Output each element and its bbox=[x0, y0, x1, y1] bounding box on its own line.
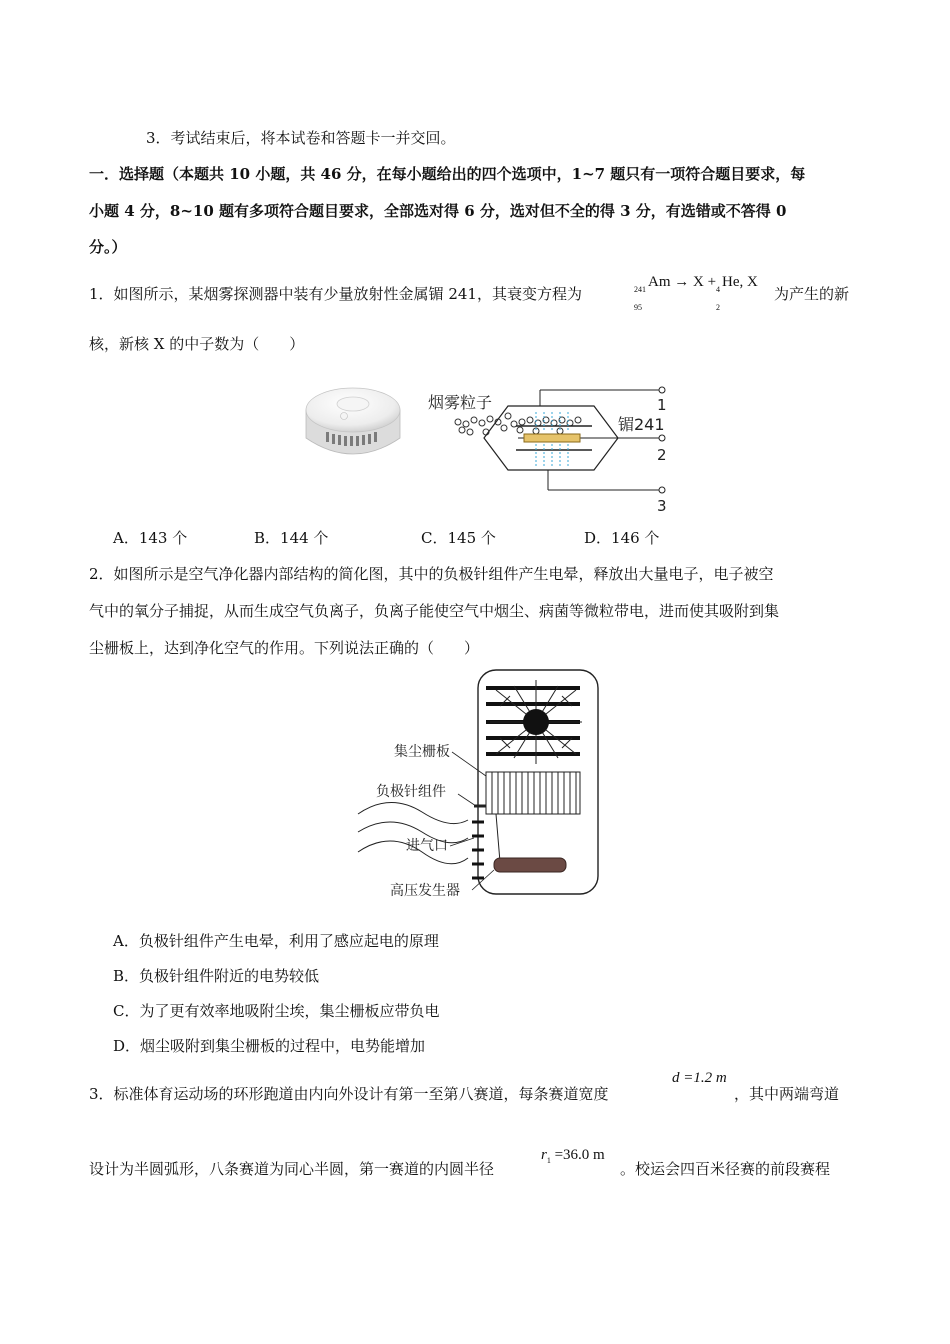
arrow-symbol: → bbox=[674, 274, 690, 290]
q3-text-line1 bbox=[89, 1084, 609, 1104]
q3-stem-continue: ，其中两端弯道 bbox=[734, 1085, 840, 1103]
q3-d-value: d =1.2 m bbox=[672, 1070, 727, 1086]
he-mass-number: 4 bbox=[716, 285, 721, 294]
q1-decay-equation bbox=[634, 272, 758, 312]
q3-stem: 3．标准体育运动场的环形跑道由内向外设计有第一至第八赛道，每条赛道宽度 bbox=[89, 1085, 609, 1103]
dust-collector-plate bbox=[486, 772, 580, 814]
ionization-chamber-diagram bbox=[420, 382, 680, 514]
x-symbol: X + bbox=[693, 274, 717, 290]
q2-text-line1: 2．如图所示是空气净化器内部结构的简化图，其中的负极针组件产生电晕，释放出大量电子，电子被空 bbox=[89, 565, 774, 583]
americium-label: 镅241 bbox=[618, 415, 665, 434]
section-heading-line3: 分。） bbox=[89, 238, 127, 256]
am-mass-number: 241 bbox=[634, 285, 646, 294]
q1-option-b: B．144 个 bbox=[254, 529, 329, 547]
q2-text-line2: 气中的氧分子捕捉，从而生成空气负离子，负离子能使空气中烟尘、病菌等微粒带电，进而使其吸附到集 bbox=[89, 602, 780, 620]
notice-item-3: 3．考试结束后，将本试卷和答题卡一并交回。 bbox=[146, 129, 456, 147]
smoke-particle-label: 烟雾粒子 bbox=[428, 393, 493, 412]
q1-option-a: A．143 个 bbox=[113, 529, 188, 547]
q3-radius bbox=[541, 1145, 605, 1167]
section-heading-line1: 一．选择题（本题共 10 小题，共 46 分，在每小题给出的四个选项中，1~7 题只有一项符合题目要求，每 bbox=[89, 165, 806, 183]
am-symbol: Am bbox=[648, 274, 671, 290]
smoke-detector-photo bbox=[300, 378, 406, 468]
q3-r-symbol: r bbox=[541, 1147, 547, 1163]
q3-text-line2-end: 。校运会四百米径赛的前段赛程 bbox=[620, 1160, 831, 1178]
air-purifier-diagram bbox=[350, 666, 610, 906]
fan-motor bbox=[523, 709, 549, 735]
q2-option-c: C．为了更有效率地吸附尘埃，集尘栅板应带负电 bbox=[113, 1002, 440, 1020]
q1-option-c: C．145 个 bbox=[421, 529, 496, 547]
q1-text-line2: 核，新核 X 的中子数为（ ） bbox=[89, 335, 305, 353]
dust-plate-label: 集尘栅板 bbox=[394, 744, 450, 760]
q2-option-a: A．负极针组件产生电晕，利用了感应起电的原理 bbox=[113, 932, 439, 950]
q2-text-line3: 尘栅板上，达到净化空气的作用。下列说法正确的（ ） bbox=[89, 639, 480, 657]
air-inlet-label: 进气口 bbox=[406, 838, 448, 854]
needle-assembly-label: 负极针组件 bbox=[376, 784, 446, 800]
q3-text-line2: 设计为半圆弧形，八条赛道为同心半圆，第一赛道的内圆半径 bbox=[89, 1160, 495, 1178]
he-symbol: He, X bbox=[722, 274, 758, 290]
q2-option-b: B．负极针组件附近的电势较低 bbox=[113, 967, 320, 985]
high-voltage-generator bbox=[494, 858, 566, 872]
terminal-1-label: 1 bbox=[657, 396, 667, 414]
q3-r-value: =36.0 m bbox=[554, 1147, 605, 1163]
he-charge-number: 2 bbox=[716, 303, 721, 312]
terminal-3-label: 3 bbox=[657, 497, 667, 514]
q1-stem-end: 为产生的新 bbox=[774, 285, 850, 303]
q1-option-d: D．146 个 bbox=[584, 529, 660, 547]
am-charge-number: 95 bbox=[634, 303, 642, 312]
airflow-line bbox=[358, 802, 468, 823]
q1-text-line1 bbox=[89, 284, 582, 304]
hv-generator-label: 高压发生器 bbox=[390, 883, 460, 899]
q1-stem: 1．如图所示，某烟雾探测器中装有少量放射性金属镅 241，其衰变方程为 bbox=[89, 285, 582, 303]
q3-r-subscript: 1 bbox=[546, 1156, 551, 1165]
terminal-2-label: 2 bbox=[657, 446, 667, 464]
smoke-particles bbox=[455, 413, 581, 435]
americium-source bbox=[524, 434, 580, 442]
q2-option-d: D．烟尘吸附到集尘栅板的过程中，电势能增加 bbox=[113, 1037, 426, 1055]
section-heading-line2: 小题 4 分，8~10 题有多项符合题目要求，全部选对得 6 分，选对但不全的得 3 分，有选错或不答得 0 bbox=[89, 202, 787, 220]
q3-lane-width bbox=[672, 1068, 727, 1088]
